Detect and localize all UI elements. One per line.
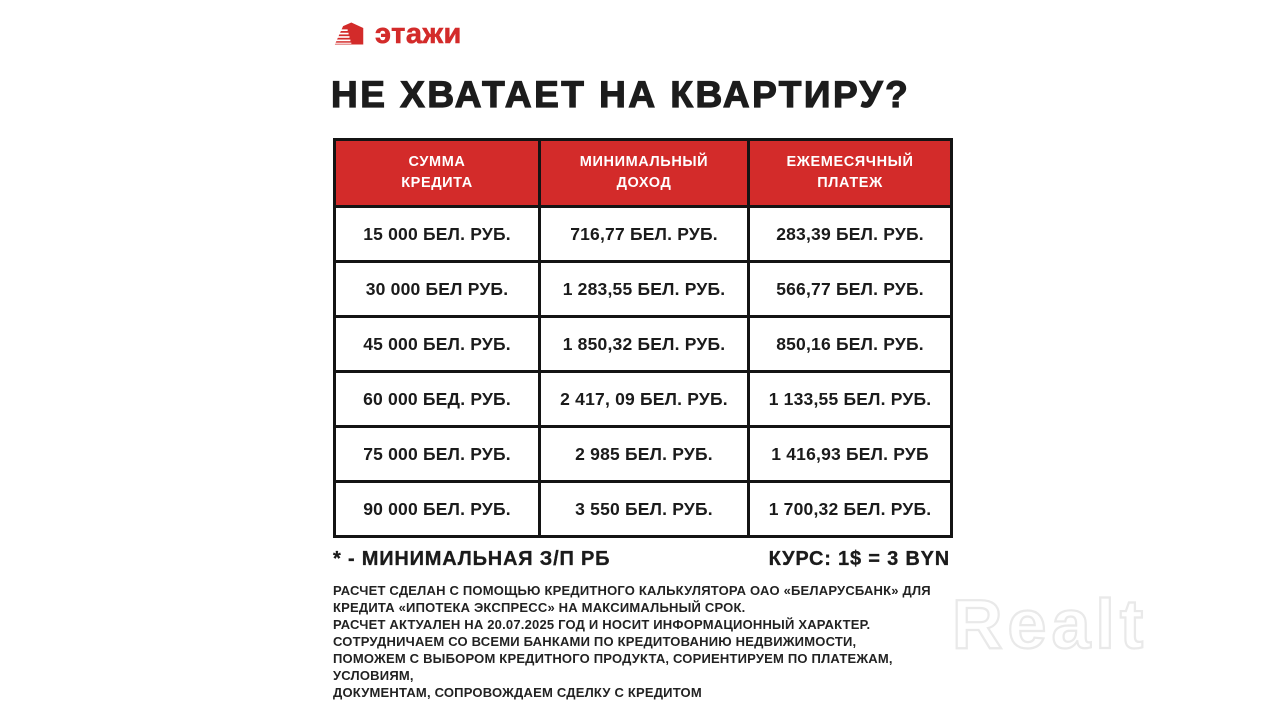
page-title: НЕ ХВАТАЕТ НА КВАРТИРУ? [331, 74, 911, 115]
cell-min-income: 2 985 БЕЛ. РУБ. [540, 427, 749, 482]
table-row [335, 372, 952, 427]
cell-min-income: 2 417, 09 БЕЛ. РУБ. [540, 372, 749, 427]
header-line: СУММА [408, 154, 466, 170]
disclaimer-text [333, 582, 973, 701]
header-line: ЕЖЕМЕСЯЧНЫЙ [786, 154, 914, 170]
table-row [335, 482, 952, 537]
cell-monthly-payment: 283,39 БЕЛ. РУБ. [749, 207, 952, 262]
cell-credit-sum: 90 000 БЕЛ. РУБ. [335, 482, 540, 537]
cell-monthly-payment: 1 133,55 БЕЛ. РУБ. [749, 372, 952, 427]
cell-min-income: 1 283,55 БЕЛ. РУБ. [540, 262, 749, 317]
table-row [335, 262, 952, 317]
logo-wordmark: этажи [375, 17, 462, 50]
disclaimer-line: ПОМОЖЕМ С ВЫБОРОМ КРЕДИТНОГО ПРОДУКТА, СОРИЕНТИРУЕМ ПО ПЛАТЕЖАМ, [333, 651, 893, 666]
building-floors-icon [333, 19, 366, 48]
disclaimer-line: РАСЧЕТ АКТУАЛЕН НА 20.07.2025 ГОД И НОСИТ ИНФОРМАЦИОННЫЙ ХАРАКТЕР. [333, 617, 871, 632]
table-header-row [335, 140, 952, 207]
header-line: МИНИМАЛЬНЫЙ [579, 154, 709, 170]
disclaimer-line: УСЛОВИЯМ, [333, 668, 414, 683]
header-monthly-payment [749, 140, 952, 207]
disclaimer-line: ДОКУМЕНТАМ, СОПРОВОЖДАЕМ СДЕЛКУ С КРЕДИТОМ [333, 685, 702, 700]
etazhi-logo [333, 17, 462, 49]
min-salary-note: * - МИНИМАЛЬНАЯ З/П РБ [333, 548, 611, 570]
realt-watermark: Realt [952, 585, 1149, 663]
exchange-rate-note: КУРС: 1$ = 3 BYN [768, 548, 950, 570]
cell-min-income: 716,77 БЕЛ. РУБ. [540, 207, 749, 262]
cell-credit-sum: 15 000 БЕЛ. РУБ. [335, 207, 540, 262]
cell-credit-sum: 45 000 БЕЛ. РУБ. [335, 317, 540, 372]
cell-min-income: 3 550 БЕЛ. РУБ. [540, 482, 749, 537]
header-min-income [540, 140, 749, 207]
disclaimer-line: КРЕДИТА «ИПОТЕКА ЭКСПРЕСС» НА МАКСИМАЛЬНЫЙ СРОК. [333, 600, 746, 615]
cell-monthly-payment: 1 700,32 БЕЛ. РУБ. [749, 482, 952, 537]
table-row [335, 427, 952, 482]
table-row [335, 317, 952, 372]
disclaimer-line: СОТРУДНИЧАЕМ СО ВСЕМИ БАНКАМИ ПО КРЕДИТОВАНИЮ НЕДВИЖИМОСТИ, [333, 634, 857, 649]
header-line: ДОХОД [616, 175, 672, 191]
cell-min-income: 1 850,32 БЕЛ. РУБ. [540, 317, 749, 372]
disclaimer-line: РАСЧЕТ СДЕЛАН С ПОМОЩЬЮ КРЕДИТНОГО КАЛЬКУЛЯТОРА ОАО «БЕЛАРУСБАНК» ДЛЯ [333, 583, 931, 598]
cell-monthly-payment: 1 416,93 БЕЛ. РУБ [749, 427, 952, 482]
header-line: КРЕДИТА [401, 175, 473, 191]
cell-monthly-payment: 850,16 БЕЛ. РУБ. [749, 317, 952, 372]
cell-monthly-payment: 566,77 БЕЛ. РУБ. [749, 262, 952, 317]
credit-table [333, 138, 953, 538]
cell-credit-sum: 30 000 БЕЛ РУБ. [335, 262, 540, 317]
footnote-row [333, 548, 950, 571]
cell-credit-sum: 75 000 БЕЛ. РУБ. [335, 427, 540, 482]
cell-credit-sum: 60 000 БЕД. РУБ. [335, 372, 540, 427]
header-credit-sum [335, 140, 540, 207]
header-line: ПЛАТЕЖ [817, 175, 883, 191]
table-row [335, 207, 952, 262]
